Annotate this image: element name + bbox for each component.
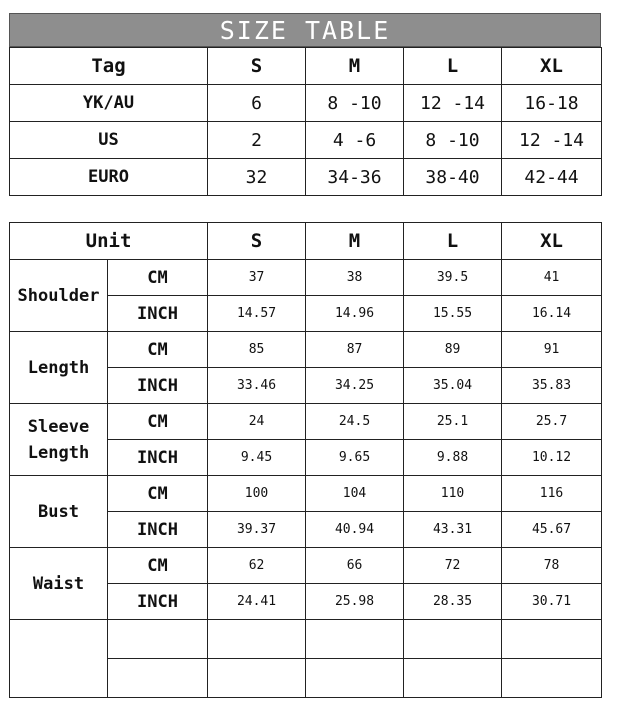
empty-cell (108, 659, 208, 698)
cell: 30.71 (502, 584, 602, 620)
cell: 72 (404, 548, 502, 584)
cell: 104 (306, 476, 404, 512)
empty-cell (108, 620, 208, 659)
measurement-table (9, 222, 602, 698)
cell: 24.5 (306, 404, 404, 440)
header-l: L (404, 48, 502, 85)
cell: 43.31 (404, 512, 502, 548)
header-s: S (208, 48, 306, 85)
cell: 41 (502, 260, 602, 296)
table-row (10, 404, 602, 440)
header-m: M (306, 223, 404, 260)
size-conversion-table (9, 47, 602, 196)
cell: 39.5 (404, 260, 502, 296)
cell: 6 (208, 85, 306, 122)
cell: 78 (502, 548, 602, 584)
cell: 62 (208, 548, 306, 584)
row-label-euro: EURO (10, 159, 208, 196)
table-row (10, 85, 602, 122)
measure-label-line: Bust (38, 501, 79, 522)
measure-label-line: Waist (32, 573, 85, 594)
size-table-title: SIZE TABLE (9, 13, 601, 47)
cell: 37 (208, 260, 306, 296)
empty-cell (208, 659, 306, 698)
table-row (10, 159, 602, 196)
unit-inch: INCH (108, 512, 208, 548)
table-row (10, 122, 602, 159)
measure-label-waist (10, 548, 108, 620)
cell: 9.65 (306, 440, 404, 476)
cell: 42-44 (502, 159, 602, 196)
header-xl: XL (502, 48, 602, 85)
cell: 34.25 (306, 368, 404, 404)
table-row (10, 476, 602, 512)
measure-label-shoulder (10, 260, 108, 332)
empty-cell (502, 659, 602, 698)
header-xl: XL (502, 223, 602, 260)
measure-label-bust (10, 476, 108, 548)
cell: 8 -10 (404, 122, 502, 159)
row-label-yk-au: YK/AU (10, 85, 208, 122)
unit-cm: CM (108, 548, 208, 584)
cell: 14.57 (208, 296, 306, 332)
cell: 40.94 (306, 512, 404, 548)
empty-cell (404, 620, 502, 659)
cell: 8 -10 (306, 85, 404, 122)
empty-cell (208, 620, 306, 659)
cell: 25.98 (306, 584, 404, 620)
unit-cm: CM (108, 404, 208, 440)
cell: 35.83 (502, 368, 602, 404)
cell: 24.41 (208, 584, 306, 620)
empty-cell (306, 659, 404, 698)
empty-cell (306, 620, 404, 659)
empty-cell (502, 620, 602, 659)
cell: 28.35 (404, 584, 502, 620)
header-m: M (306, 48, 404, 85)
measurement-header-row (10, 223, 602, 260)
header-s: S (208, 223, 306, 260)
cell: 16-18 (502, 85, 602, 122)
measure-label-length (10, 332, 108, 404)
cell: 9.45 (208, 440, 306, 476)
cell: 15.55 (404, 296, 502, 332)
measure-label-line: Sleeve (27, 416, 90, 437)
cell: 12 -14 (502, 122, 602, 159)
unit-inch: INCH (108, 368, 208, 404)
header-l: L (404, 223, 502, 260)
size-table-header-row (10, 48, 602, 85)
header-tag: Tag (10, 48, 208, 85)
unit-cm: CM (108, 332, 208, 368)
cell: 38-40 (404, 159, 502, 196)
cell: 87 (306, 332, 404, 368)
cell: 9.88 (404, 440, 502, 476)
unit-inch: INCH (108, 296, 208, 332)
row-label-us: US (10, 122, 208, 159)
unit-cm: CM (108, 260, 208, 296)
header-unit: Unit (10, 223, 208, 260)
cell: 91 (502, 332, 602, 368)
unit-cm: CM (108, 476, 208, 512)
cell: 25.1 (404, 404, 502, 440)
cell: 100 (208, 476, 306, 512)
cell: 39.37 (208, 512, 306, 548)
cell: 12 -14 (404, 85, 502, 122)
cell: 85 (208, 332, 306, 368)
measure-label-sleeve-length (10, 404, 108, 476)
table-row (10, 260, 602, 296)
cell: 34-36 (306, 159, 404, 196)
table-row (10, 548, 602, 584)
cell: 110 (404, 476, 502, 512)
unit-inch: INCH (108, 584, 208, 620)
measure-label-line: Shoulder (17, 285, 100, 306)
empty-cell (404, 659, 502, 698)
cell: 116 (502, 476, 602, 512)
cell: 66 (306, 548, 404, 584)
cell: 38 (306, 260, 404, 296)
cell: 25.7 (502, 404, 602, 440)
cell: 2 (208, 122, 306, 159)
empty-cell (10, 620, 108, 698)
cell: 14.96 (306, 296, 404, 332)
empty-row (10, 620, 602, 659)
cell: 32 (208, 159, 306, 196)
measure-label-line: Length (27, 357, 90, 378)
cell: 45.67 (502, 512, 602, 548)
cell: 89 (404, 332, 502, 368)
cell: 16.14 (502, 296, 602, 332)
unit-inch: INCH (108, 440, 208, 476)
cell: 10.12 (502, 440, 602, 476)
cell: 4 -6 (306, 122, 404, 159)
table-row (10, 332, 602, 368)
cell: 33.46 (208, 368, 306, 404)
cell: 24 (208, 404, 306, 440)
measure-label-line: Length (27, 442, 90, 463)
cell: 35.04 (404, 368, 502, 404)
